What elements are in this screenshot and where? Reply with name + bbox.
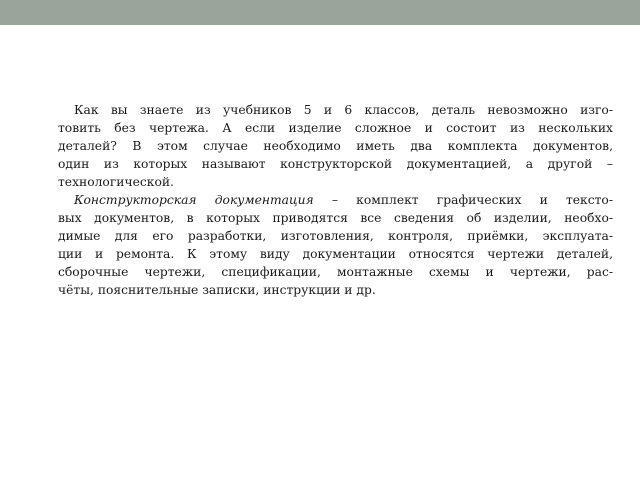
text-line: деталей? В этом случае необходимо иметь два комплекта документов, [58, 139, 613, 153]
text-line: технологической. [58, 175, 174, 189]
text-line [58, 191, 613, 209]
text-line: Как вы знаете из учебников 5 и 6 классов, деталь невозможно изго- [74, 103, 613, 117]
header-bar [0, 0, 640, 25]
text-line: ции и ремонта. К этому виду документации относятся чертежи деталей, [58, 247, 613, 261]
document-text [58, 101, 613, 299]
text-line: один из которых называют конструкторской документацией, а другой – [58, 157, 613, 171]
defined-term: Конструкторская документация [74, 193, 314, 207]
text-line: сборочные чертежи, спецификации, монтажные схемы и чертежи, рас- [58, 265, 613, 279]
text-line: вых документов, в которых приводятся все сведения об изделии, необхо- [58, 211, 613, 225]
paragraph-2 [58, 191, 613, 299]
paragraph-1 [58, 101, 613, 191]
text-line: товить без чертежа. А если изделие сложное и состоит из нескольких [58, 121, 613, 135]
text-line: димые для его разработки, изготовления, контроля, приёмки, эксплуата- [58, 229, 613, 243]
text-fragment: – комплект графических и тексто- [313, 193, 613, 207]
text-line: чёты, пояснительные записки, инструкции и др. [58, 283, 376, 297]
